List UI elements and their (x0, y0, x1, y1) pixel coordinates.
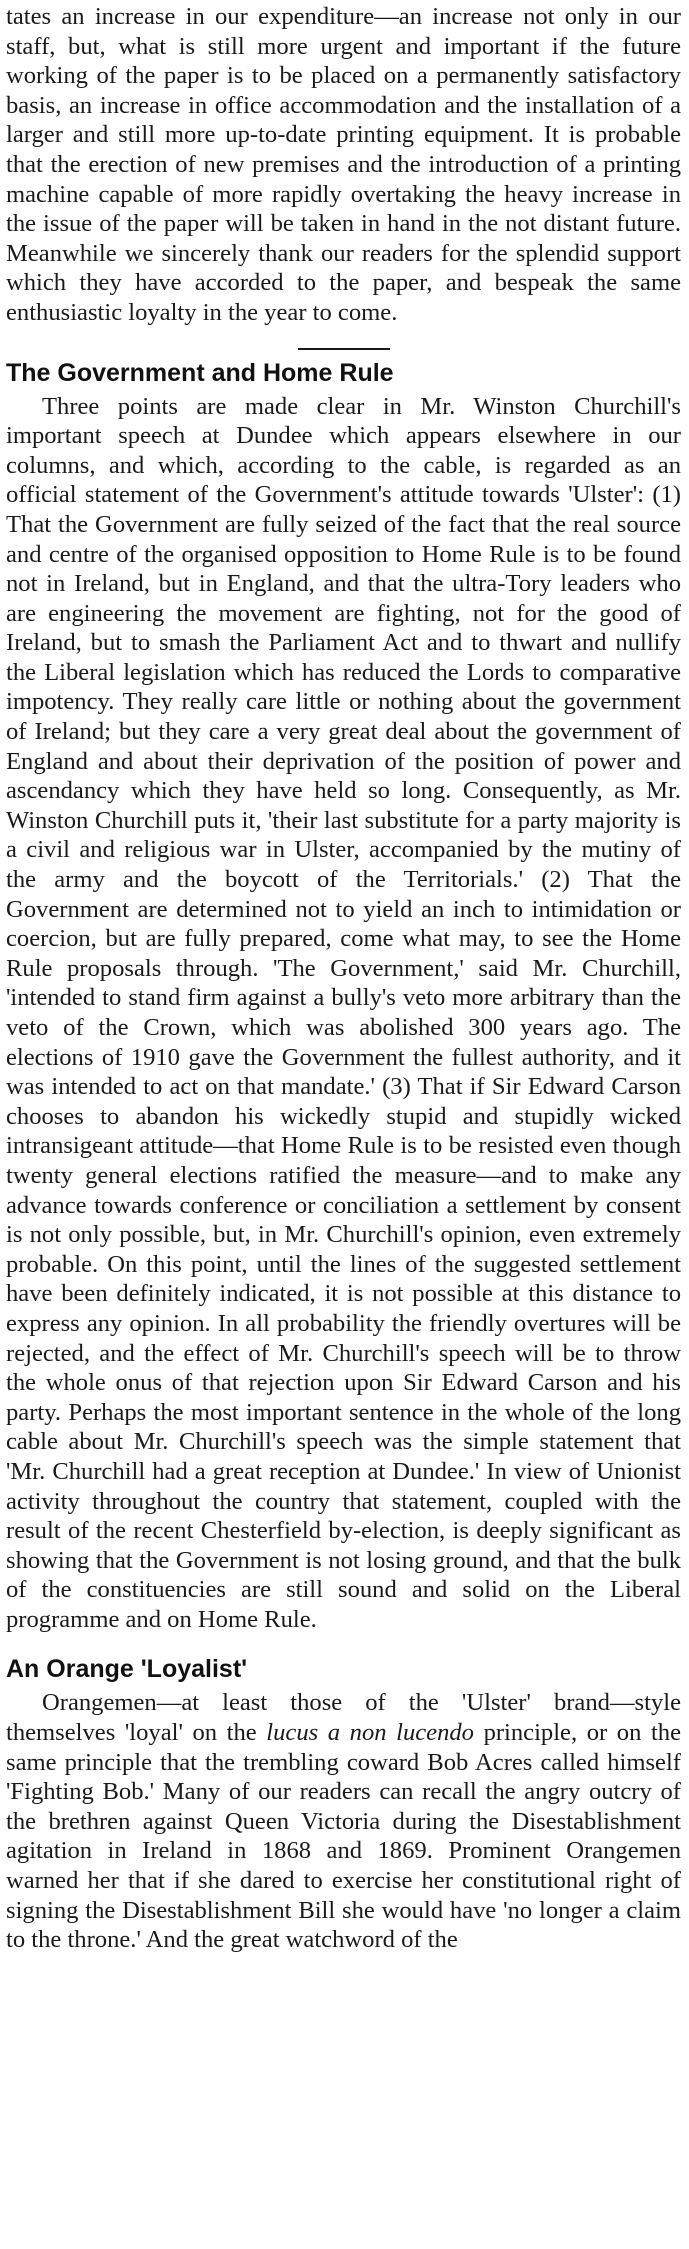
article-continuation: tates an increase in our expenditure—an increase not only in our staff, but, what is still more urgent and important if the future working of the paper is to be placed on a permanently satisfactory basis, an increase in office accommodation and the installation of a larger and still more up-to-date printing equipment. It is probable that the erection of new premises and the introduction of a printing machine capable of more rapidly overtaking the heavy increase in the issue of the paper will be taken in hand in the not distant future. Meanwhile we sincerely thank our readers for the splendid support which they have accorded to the paper, and bespeak the same enthusiastic loyalty in the year to come. (6, 3, 681, 326)
section-heading-home-rule: The Government and Home Rule (6, 358, 394, 387)
body-text-part: Orangemen—at least those of the 'Ulster' brand—style themselves 'loyal' on the (6, 1689, 681, 1747)
section-body-orange-loyalist (6, 1688, 681, 1954)
section-spacer (6, 1634, 681, 1652)
latin-phrase: lucus a non lucendo (266, 1719, 474, 1747)
section-divider (298, 348, 390, 350)
section-heading-orange-loyalist: An Orange 'Loyalist' (6, 1655, 248, 1684)
section-body-home-rule: Three points are made clear in Mr. Winston Churchill's important speech at Dundee which appears elsewhere in our columns, and which, according to the cable, is regarded as an official statement of the Government's attitude towards 'Ulster': (1) That the Government are fully seized of the fact that the real source and centre of the organised opposition to Home Rule is to be found not in Ireland, but in England, and that the ultra-Tory leaders who are engineering the movement are fighting, not for the good of Ireland, but to smash the Parliament Act and to thwart and nullify the Liberal legislation which has reduced the Lords to comparative impotency. They really care little or nothing about the government of Ireland; but they care a very great deal about the government of England and about their deprivation of the position of power and ascendancy which they have held so long. Consequently, as Mr. Winston Churchill puts it, 'their last substitute for a party majority is a civil and religious war in Ulster, accompanied by the mutiny of the army and the boycott of the Territorials.' (2) That the Government are determined not to yield an inch to intimidation or coercion, but are fully prepared, come what may, to see the Home Rule proposals through. 'The Government,' said Mr. Churchill, 'intended to stand firm against a bully's veto more arbitrary than the veto of the Crown, which was abolished 300 years ago. The elections of 1910 gave the Government the fullest authority, and it was intended to act on that mandate.' (3) That if Sir Edward Carson chooses to abandon his wickedly stupid and stupidly wicked intransigeant attitude—that Home Rule is to be resisted even though twenty general elections ratified the measure—and to make any advance towards conference or conciliation a settlement by consent is not only possible, but, in Mr. Churchill's opinion, even extremely probable. On this point, until the lines of the suggested settlement have been definitely indicated, it is not possible at this distance to express any opinion. In all probability the friendly overtures will be rejected, and the effect of Mr. Churchill's speech will be to throw the whole onus of that rejection upon Sir Edward Carson and his party. Perhaps the most important sentence in the whole of the long cable about Mr. Churchill's speech was the simple statement that 'Mr. Churchill had a great reception at Dundee.' In view of Unionist activity throughout the country that statement, coupled with the result of the recent Chesterfield by-election, is deeply significant as showing that the Government is not losing ground, and that the bulk of the constituencies are still sound and solid on the Liberal programme and on Home Rule. (6, 392, 681, 1633)
body-text-part: principle, or on the same principle that the trembling coward Bob Acres called himself 'Fighting Bob.' Many of our readers can recall the angry outcry of the brethren against Queen Victoria during the Disestablishment agitation in Ireland in 1868 and 1869. Prominent Orangemen warned her that if she dared to exercise her constitutional right of signing the Disestablishment Bill she would have 'no longer a claim to the throne.' And the great watchword of the (6, 1719, 681, 1954)
